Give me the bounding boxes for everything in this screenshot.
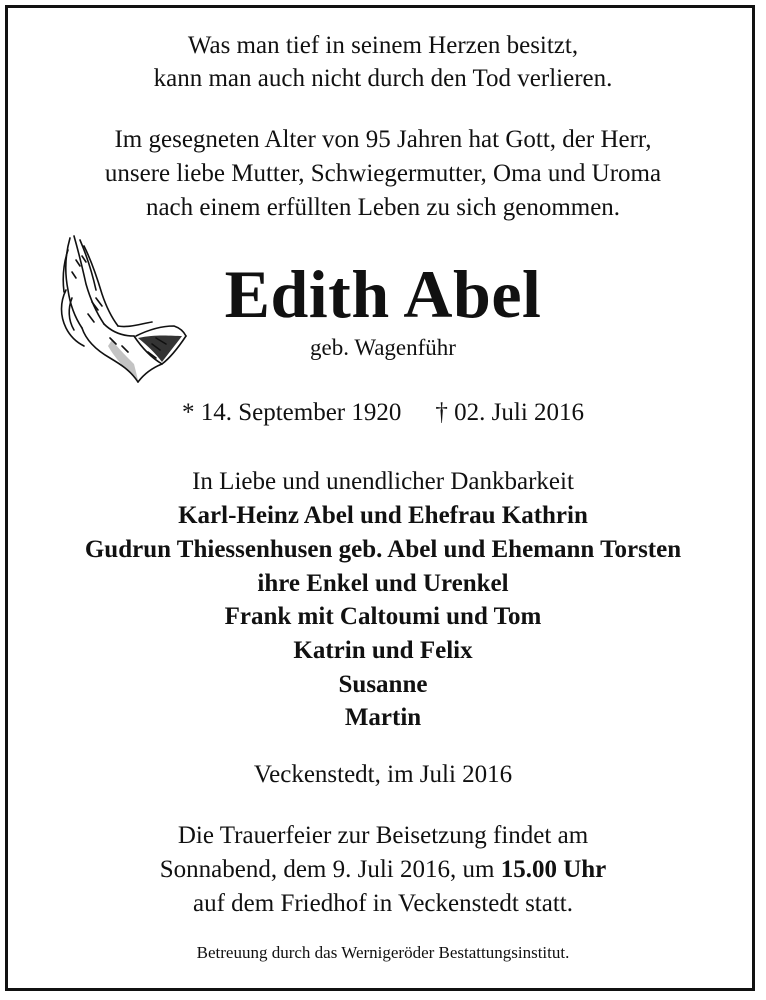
mourner-line: Gudrun Thiessenhusen geb. Abel und Ehemann Torsten <box>84 536 682 563</box>
funeral-line-3: auf dem Friedhof in Veckenstedt statt. <box>192 890 573 917</box>
mourner-line: Frank mit Caltoumi und Tom <box>224 603 542 630</box>
intro-line-3: nach einem erfüllten Leben zu sich genommen. <box>145 194 621 221</box>
birth-date: * 14. September 1920 <box>181 399 402 426</box>
birth-name: geb. Wagenführ <box>310 335 456 360</box>
intro-line-1: Im gesegneten Alter von 95 Jahren hat Gott, der Herr, <box>114 126 652 153</box>
mourner-line: Martin <box>344 704 422 731</box>
mourner-line: Karl-Heinz Abel und Ehefrau Kathrin <box>178 502 588 529</box>
place-date: Veckenstedt, im Juli 2016 <box>253 761 513 788</box>
funeral-time: 15.00 Uhr <box>500 856 607 883</box>
mourner-line: Katrin und Felix <box>293 637 473 664</box>
funeral-line-2 <box>0 854 766 886</box>
footer-note: Betreuung durch das Wernigeröder Bestattungsinstitut. <box>196 943 570 962</box>
mourner-line: ihre Enkel und Urenkel <box>257 570 509 597</box>
intro-line-2: unsere liebe Mutter, Schwiegermutter, Oma und Uroma <box>104 160 662 187</box>
death-date: † 02. Juli 2016 <box>435 399 585 426</box>
mourners-intro: In Liebe und unendlicher Dankbarkeit <box>192 468 574 495</box>
deceased-name: Edith Abel <box>224 256 542 332</box>
mourner-line: Susanne <box>338 671 428 698</box>
funeral-line-1: Die Trauerfeier zur Beisetzung findet am <box>177 822 589 849</box>
quote-line-2: kann man auch nicht durch den Tod verlieren. <box>153 65 613 92</box>
funeral-date: Sonnabend, dem 9. Juli 2016, um <box>159 856 501 883</box>
life-dates <box>0 397 766 429</box>
quote-line-1: Was man tief in seinem Herzen besitzt, <box>187 32 579 59</box>
